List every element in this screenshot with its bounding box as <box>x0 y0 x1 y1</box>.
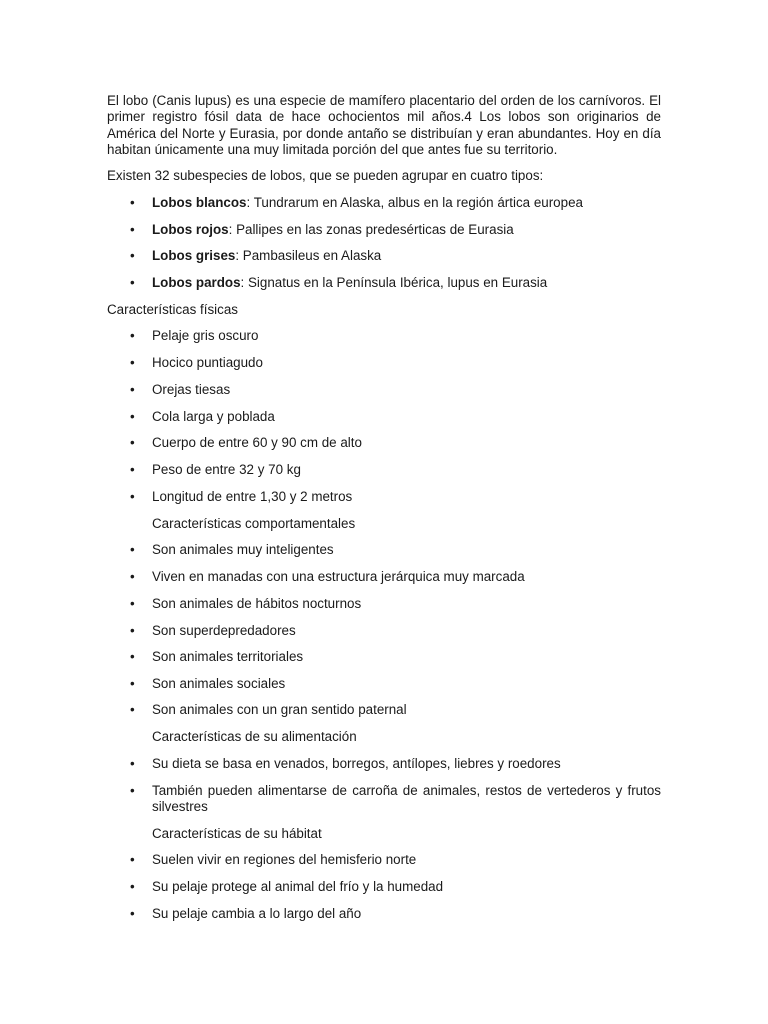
section-heading-habitat: Características de su hábitat <box>152 826 322 841</box>
bullet-icon: • <box>130 756 135 771</box>
bullet-icon: • <box>130 569 135 584</box>
subspecies-desc: : Pambasileus en Alaska <box>235 248 382 263</box>
bullet-icon: • <box>130 852 135 867</box>
section-heading-diet: Características de su alimentación <box>152 729 357 744</box>
section-heading-behavior: Características comportamentales <box>152 516 356 531</box>
bullet-icon: • <box>130 275 135 290</box>
subspecies-intro: Existen 32 subespecies de lobos, que se pueden agrupar en cuatro tipos: <box>107 168 544 183</box>
bullet-icon: • <box>130 542 135 557</box>
bullet-icon: • <box>130 783 135 798</box>
bullet-icon: • <box>130 382 135 397</box>
intro-paragraph: El lobo (Canis lupus) es una especie de mamífero placentario del orden de los carnívoros. El primer registro fósil data de hace ochocientos mil años.4 Los lobos son originarios de América del Norte y Eurasia, por donde antaño se distribuían y eran abundantes. Hoy en día habitan únicamente una muy limitada porción del que antes fue su territorio. <box>107 93 661 158</box>
bullet-icon: • <box>130 649 135 664</box>
bullet-icon: • <box>130 195 135 210</box>
subspecies-name: Lobos pardos <box>152 275 241 290</box>
bullet-icon: • <box>130 409 135 424</box>
bullet-icon: • <box>130 623 135 638</box>
bullet-icon: • <box>130 596 135 611</box>
bullet-icon: • <box>130 355 135 370</box>
bullet-icon: • <box>130 462 135 477</box>
subspecies-desc: : Tundrarum en Alaska, albus en la región ártica europea <box>246 195 583 210</box>
bullet-icon: • <box>130 435 135 450</box>
subspecies-name: Lobos rojos <box>152 222 229 237</box>
subspecies-desc: : Pallipes en las zonas predesérticas de Eurasia <box>228 222 514 237</box>
bullet-icon: • <box>130 702 135 717</box>
subspecies-name: Lobos blancos <box>152 195 247 210</box>
bullet-icon: • <box>130 222 135 237</box>
bullet-icon: • <box>130 489 135 504</box>
subspecies-desc: : Signatus en la Península Ibérica, lupus en Eurasia <box>240 275 548 290</box>
section-heading-physical: Características físicas <box>107 302 238 317</box>
subspecies-name: Lobos grises <box>152 248 236 263</box>
bullet-icon: • <box>130 248 135 263</box>
bullet-icon: • <box>130 906 135 921</box>
bullet-icon: • <box>130 879 135 894</box>
bullet-icon: • <box>130 328 135 343</box>
document-page: El lobo (Canis lupus) es una especie de mamífero placentario del orden de los carnívoros. El primer registro fósil data de hace ochocientos mil años.4 Los lobos son originarios de América del Norte y Eurasia, por donde antaño se distribuían y eran abundantes. Hoy en día habitan únicamente una muy limitada porción del que antes fue su territorio. Existen 32 subespecies de lobos, que se pueden agrupar en cuatro tipos: • Lobos blancos: Tundrarum en Alaska, albus en la región ártica europea • Lobos rojos: Pallipes en las zonas predesérticas de Eurasia • Lobos grises: Pambasileus en Alaska • Lobos pardos: Signatus en la Península Ibérica, lupus en Eurasia Características físicas • Pelaje gris oscuro • Hocico puntiagudo • Orejas tiesas • Cola larga y poblada • Cuerpo de entre 60 y 90 cm de alto • Peso de entre 32 y 70 kg • Longitud de entre 1,30 y 2 metros Características comportamentales • Son animales muy inteligentes • Viven en manadas con una estructura jerárquica muy marcada • Son animales de hábitos nocturnos • Son superdepredadores • Son animales territoriales • Son animales sociales • Son animales con un gran sentido paternal Características de su alimentación • Su dieta se basa en venados, borregos, antílopes, liebres y roedores • También pueden alimentarse de carroña de animales, restos de vertederos y frutos silvestres Características de su hábitat • Suelen vivir en regiones del hemisferio norte • Su pelaje protege al animal del frío y la humedad • Su pelaje cambia a lo largo del año <box>107 93 661 921</box>
bullet-icon: • <box>130 676 135 691</box>
